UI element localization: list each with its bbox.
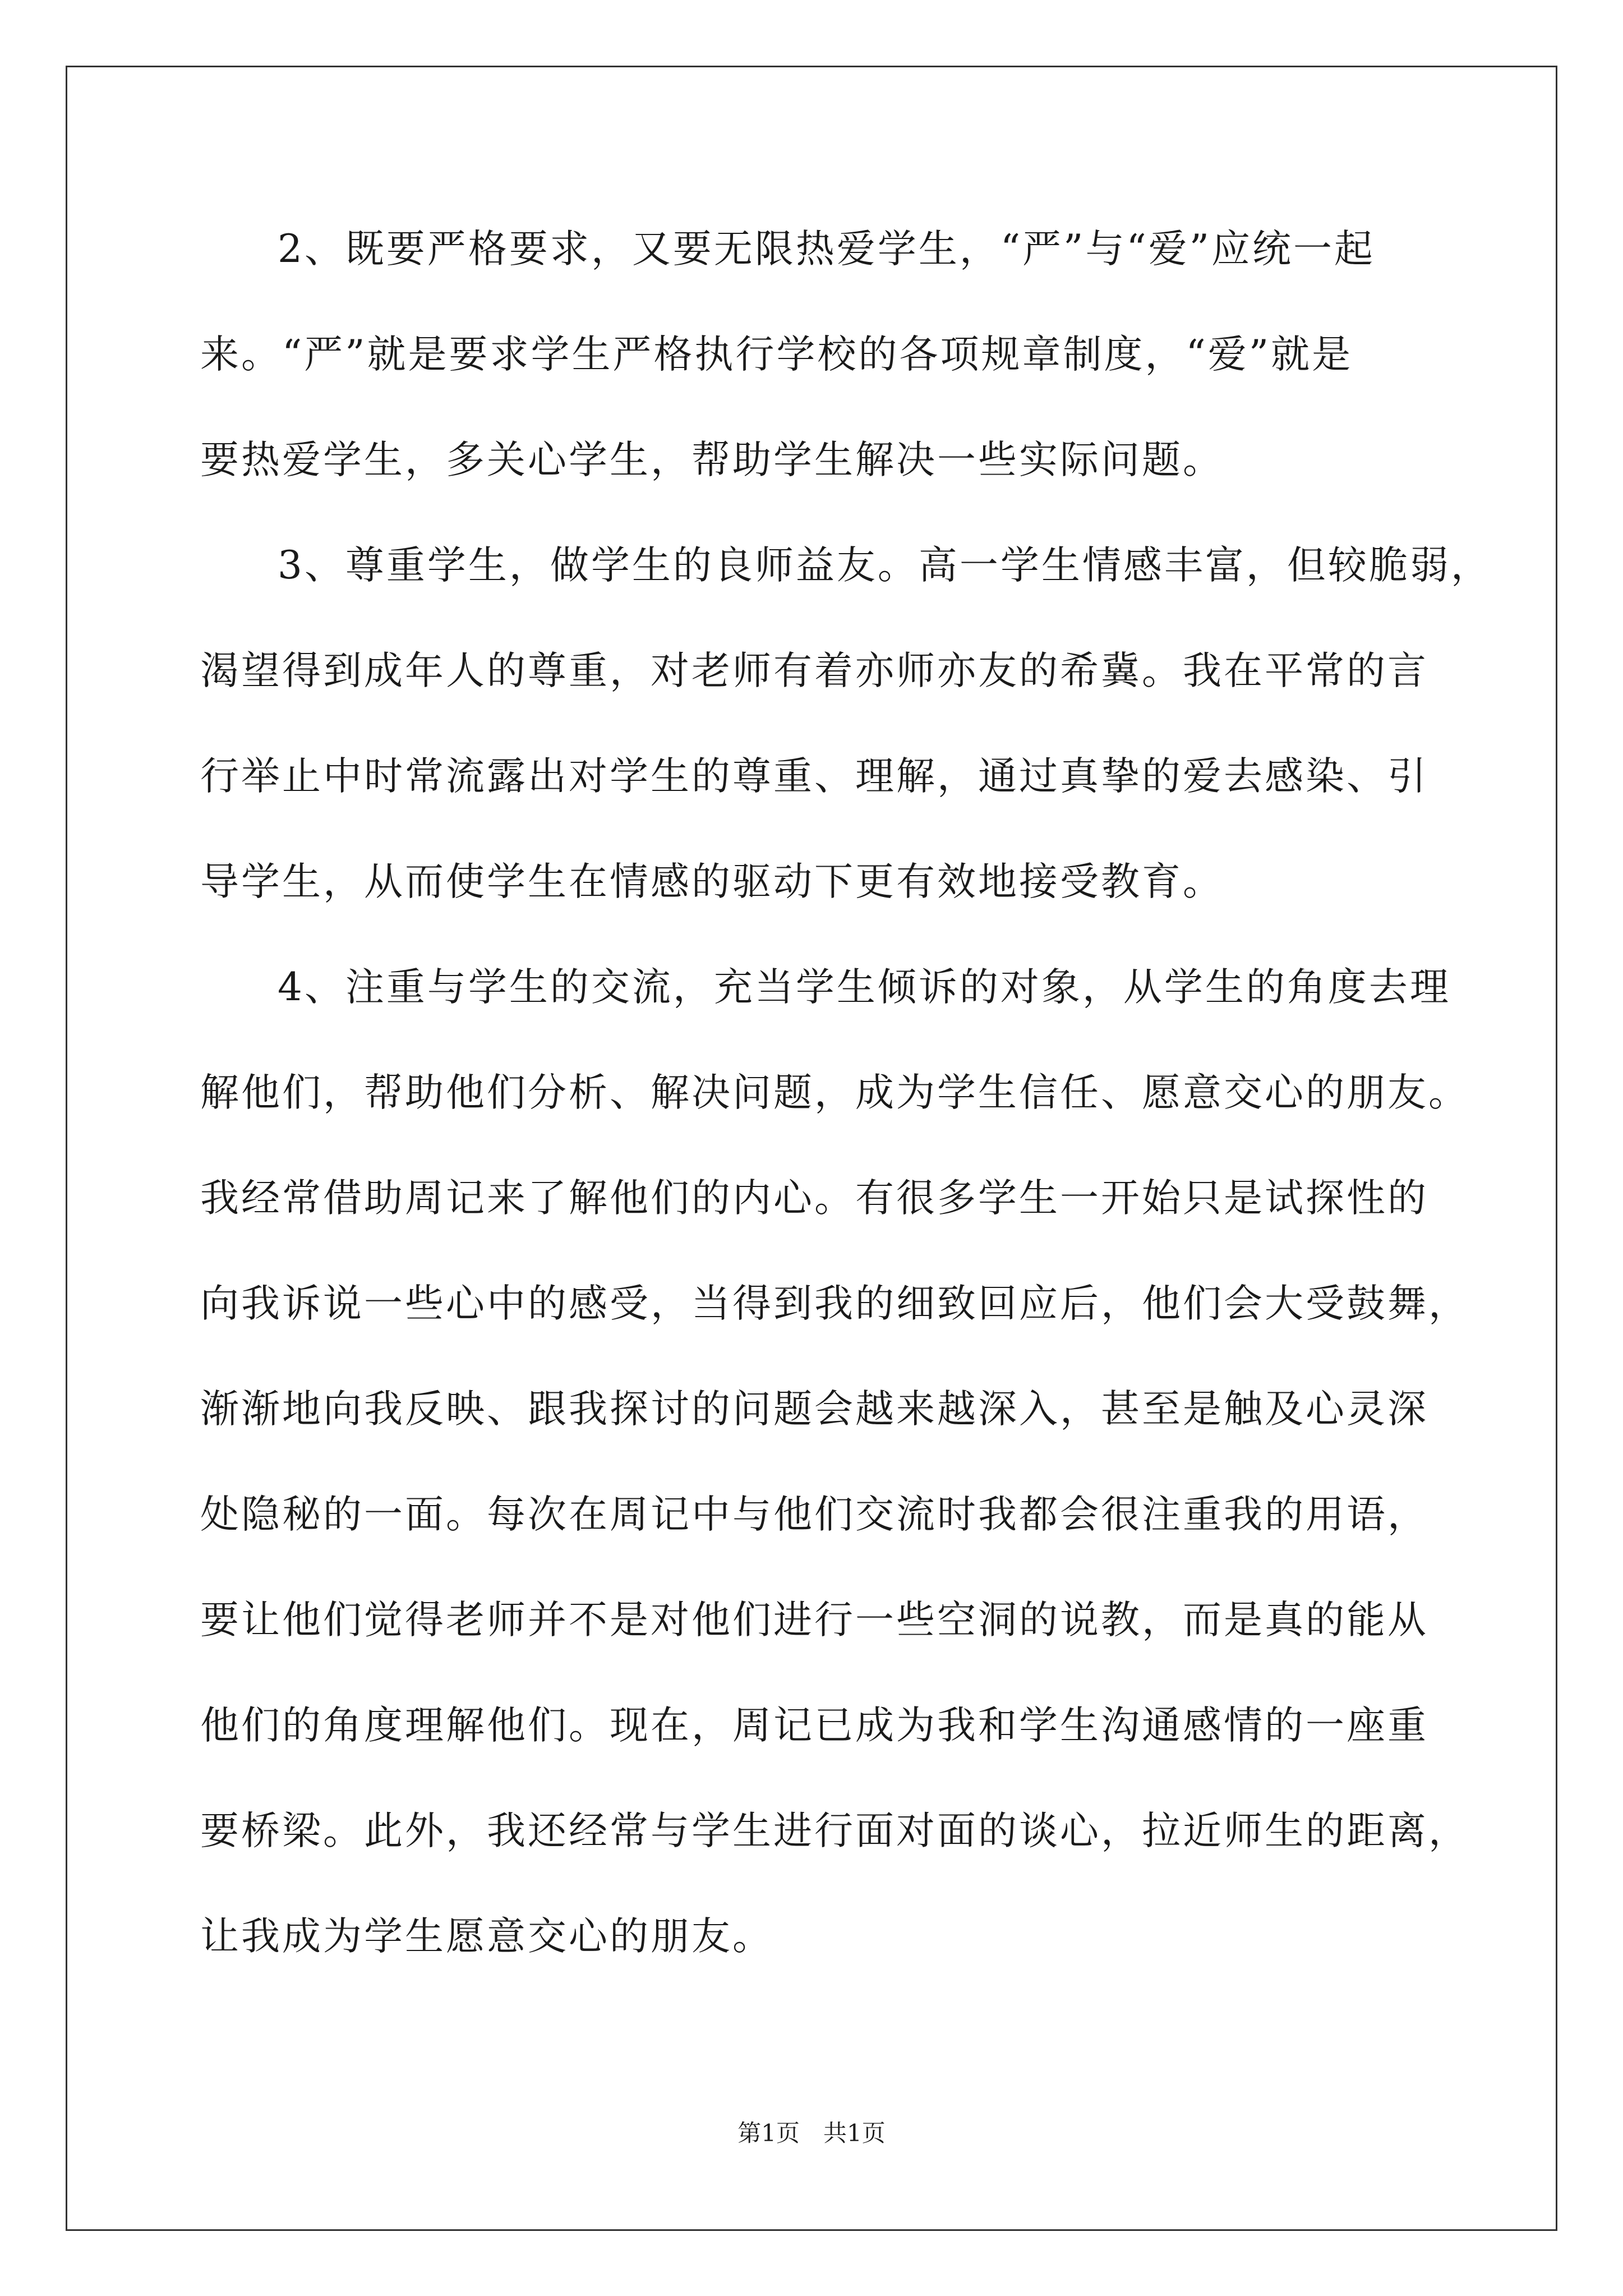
text-line: 他们的角度理解他们。现在，周记已成为我和学生沟通感情的一座重	[200, 1703, 1428, 1748]
text-line: 解他们，帮助他们分析、解决问题，成为学生信任、愿意交心的朋友。	[200, 1070, 1469, 1115]
text-line: 导学生，从而使学生在情感的驱动下更有效地接受教育。	[200, 859, 1224, 904]
paragraph-4	[200, 958, 1469, 2013]
text-line: 向我诉说一些心中的感受，当得到我的细致回应后，他们会大受鼓舞，	[200, 1281, 1469, 1326]
text-line: 要热爱学生，多关心学生，帮助学生解决一些实际问题。	[200, 438, 1224, 482]
paragraph-2	[200, 220, 1428, 536]
text-line: 处隐秘的一面。每次在周记中与他们交流时我都会很注重我的用语，	[200, 1492, 1428, 1537]
document-body	[200, 220, 1492, 2013]
page-number: 第1页 共1页	[737, 2119, 886, 2147]
text-line: 3、尊重学生，做学生的良师益友。高一学生情感丰富，但较脆弱，	[278, 543, 1492, 588]
text-line: 渐渐地向我反映、跟我探讨的问题会越来越深入，甚至是触及心灵深	[200, 1387, 1428, 1432]
text-line: 2、既要严格要求，又要无限热爱学生，“严”与“爱”应统一起	[278, 227, 1375, 272]
text-line: 要让他们觉得老师并不是对他们进行一些空洞的说教，而是真的能从	[200, 1598, 1428, 1642]
text-line: 要桥梁。此外，我还经常与学生进行面对面的谈心，拉近师生的距离，	[200, 1809, 1469, 1853]
text-line: 让我成为学生愿意交心的朋友。	[200, 1914, 773, 1959]
text-line: 4、注重与学生的交流，充当学生倾诉的对象，从学生的角度去理	[278, 965, 1451, 1010]
text-line: 来。“严”就是要求学生严格执行学校的各项规章制度，“爱”就是	[200, 332, 1353, 377]
text-line: 行举止中时常流露出对学生的尊重、理解，通过真挚的爱去感染、引	[200, 754, 1428, 799]
text-line: 我经常借助周记来了解他们的内心。有很多学生一开始只是试探性的	[200, 1176, 1428, 1221]
paragraph-3	[200, 536, 1492, 958]
text-line: 渴望得到成年人的尊重，对老师有着亦师亦友的希冀。我在平常的言	[200, 648, 1428, 693]
